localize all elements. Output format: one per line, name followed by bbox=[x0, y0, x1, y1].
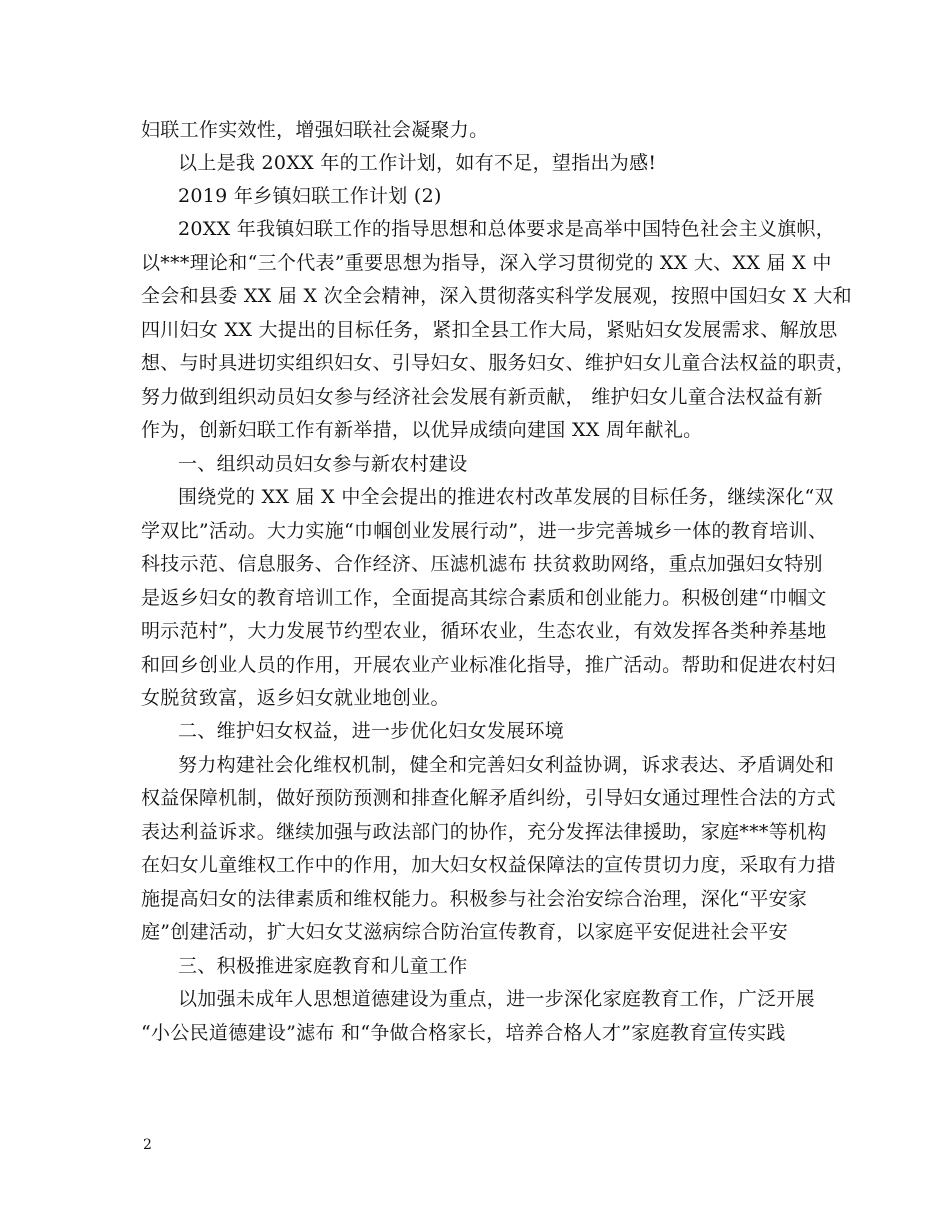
body-line: 科技示范、信息服务、合作经济、压滤机滤布 扶贫救助网络，重点加强妇女特别 bbox=[141, 553, 823, 575]
section-title: 2019 年乡镇妇联工作计划 (2) bbox=[178, 185, 442, 207]
body-line: 以加强未成年人思想道德建设为重点，进一步深化家庭教育工作，广泛开展 bbox=[178, 988, 815, 1010]
body-line: 庭”创建活动，扩大妇女艾滋病综合防治宣传教育，以家庭平安促进社会平安 bbox=[141, 921, 788, 943]
body-line: 努力构建社会化维权机制，健全和完善妇女利益协调，诉求表达、矛盾调处和 bbox=[178, 754, 835, 776]
page-number: 2 bbox=[143, 1137, 152, 1153]
body-line: 权益保障机制，做好预防预测和排查化解矛盾纠纷，引导妇女通过理性合法的方式 bbox=[141, 787, 836, 809]
body-line: 围绕党的 XX 届 X 中全会提出的推进农村改革发展的目标任务，继续深化“双 bbox=[178, 486, 834, 508]
section-heading: 二、维护妇女权益，进一步优化妇女发展环境 bbox=[178, 720, 565, 742]
body-line: 以上是我 20XX 年的工作计划，如有不足，望指出为感! bbox=[178, 152, 657, 174]
body-line: 20XX 年我镇妇联工作的指导思想和总体要求是高举中国特色社会主义旗帜， bbox=[178, 218, 836, 240]
body-line: 想、与时具进切实组织妇女、引导妇女、服务妇女、维护妇女儿童合法权益的职责， bbox=[141, 352, 856, 374]
body-line: 四川妇女 XX 大提出的目标任务，紧扣全县工作大局，紧贴妇女发展需求、解放思 bbox=[141, 319, 838, 341]
body-line: 学双比”活动。大力实施“巾帼创业发展行动”，进一步完善城乡一体的教育培训、 bbox=[141, 520, 828, 542]
body-line: 努力做到组织动员妇女参与经济社会发展有新贡献， 维护妇女儿童合法权益有新 bbox=[141, 386, 823, 408]
body-line: 是返乡妇女的教育培训工作，全面提高其综合素质和创业能力。积极创建“巾帼文 bbox=[141, 587, 827, 609]
body-line: 全会和县委 XX 届 X 次全会精神，深入贯彻落实科学发展观，按照中国妇女 X 大和 bbox=[141, 285, 852, 307]
body-line: 表达利益诉求。继续加强与政法部门的协作，充分发挥法律援助，家庭***等机构 bbox=[141, 821, 827, 843]
body-line: “小公民道德建设”滤布 和“争做合格家长，培养合格人才”家庭教育宣传实践 bbox=[141, 1022, 786, 1044]
body-line: 女脱贫致富，返乡妇女就业地创业。 bbox=[141, 687, 450, 709]
body-line: 明示范村”，大力发展节约型农业，循环农业，生态农业，有效发挥各类种养基地 bbox=[141, 620, 827, 642]
body-line: 以***理论和“三个代表”重要思想为指导，深入学习贯彻党的 XX 大、XX 届 X 中 bbox=[141, 252, 832, 274]
body-line: 妇联工作实效性，增强妇联社会凝聚力。 bbox=[141, 119, 489, 141]
body-line: 作为，创新妇联工作有新举措，以优异成绩向建国 XX 周年献礼。 bbox=[141, 419, 703, 441]
body-line: 和回乡创业人员的作用，开展农业产业标准化指导，推广活动。帮助和促进农村妇 bbox=[141, 654, 836, 676]
body-line: 在妇女儿童维权工作中的作用，加大妇女权益保障法的宣传贯切力度，采取有力措 bbox=[141, 854, 836, 876]
body-line: 施提高妇女的法律素质和维权能力。积极参与社会治安综合治理，深化“平安家 bbox=[141, 888, 808, 910]
section-heading: 三、积极推进家庭教育和儿童工作 bbox=[178, 955, 468, 977]
section-heading: 一、组织动员妇女参与新农村建设 bbox=[178, 453, 468, 475]
